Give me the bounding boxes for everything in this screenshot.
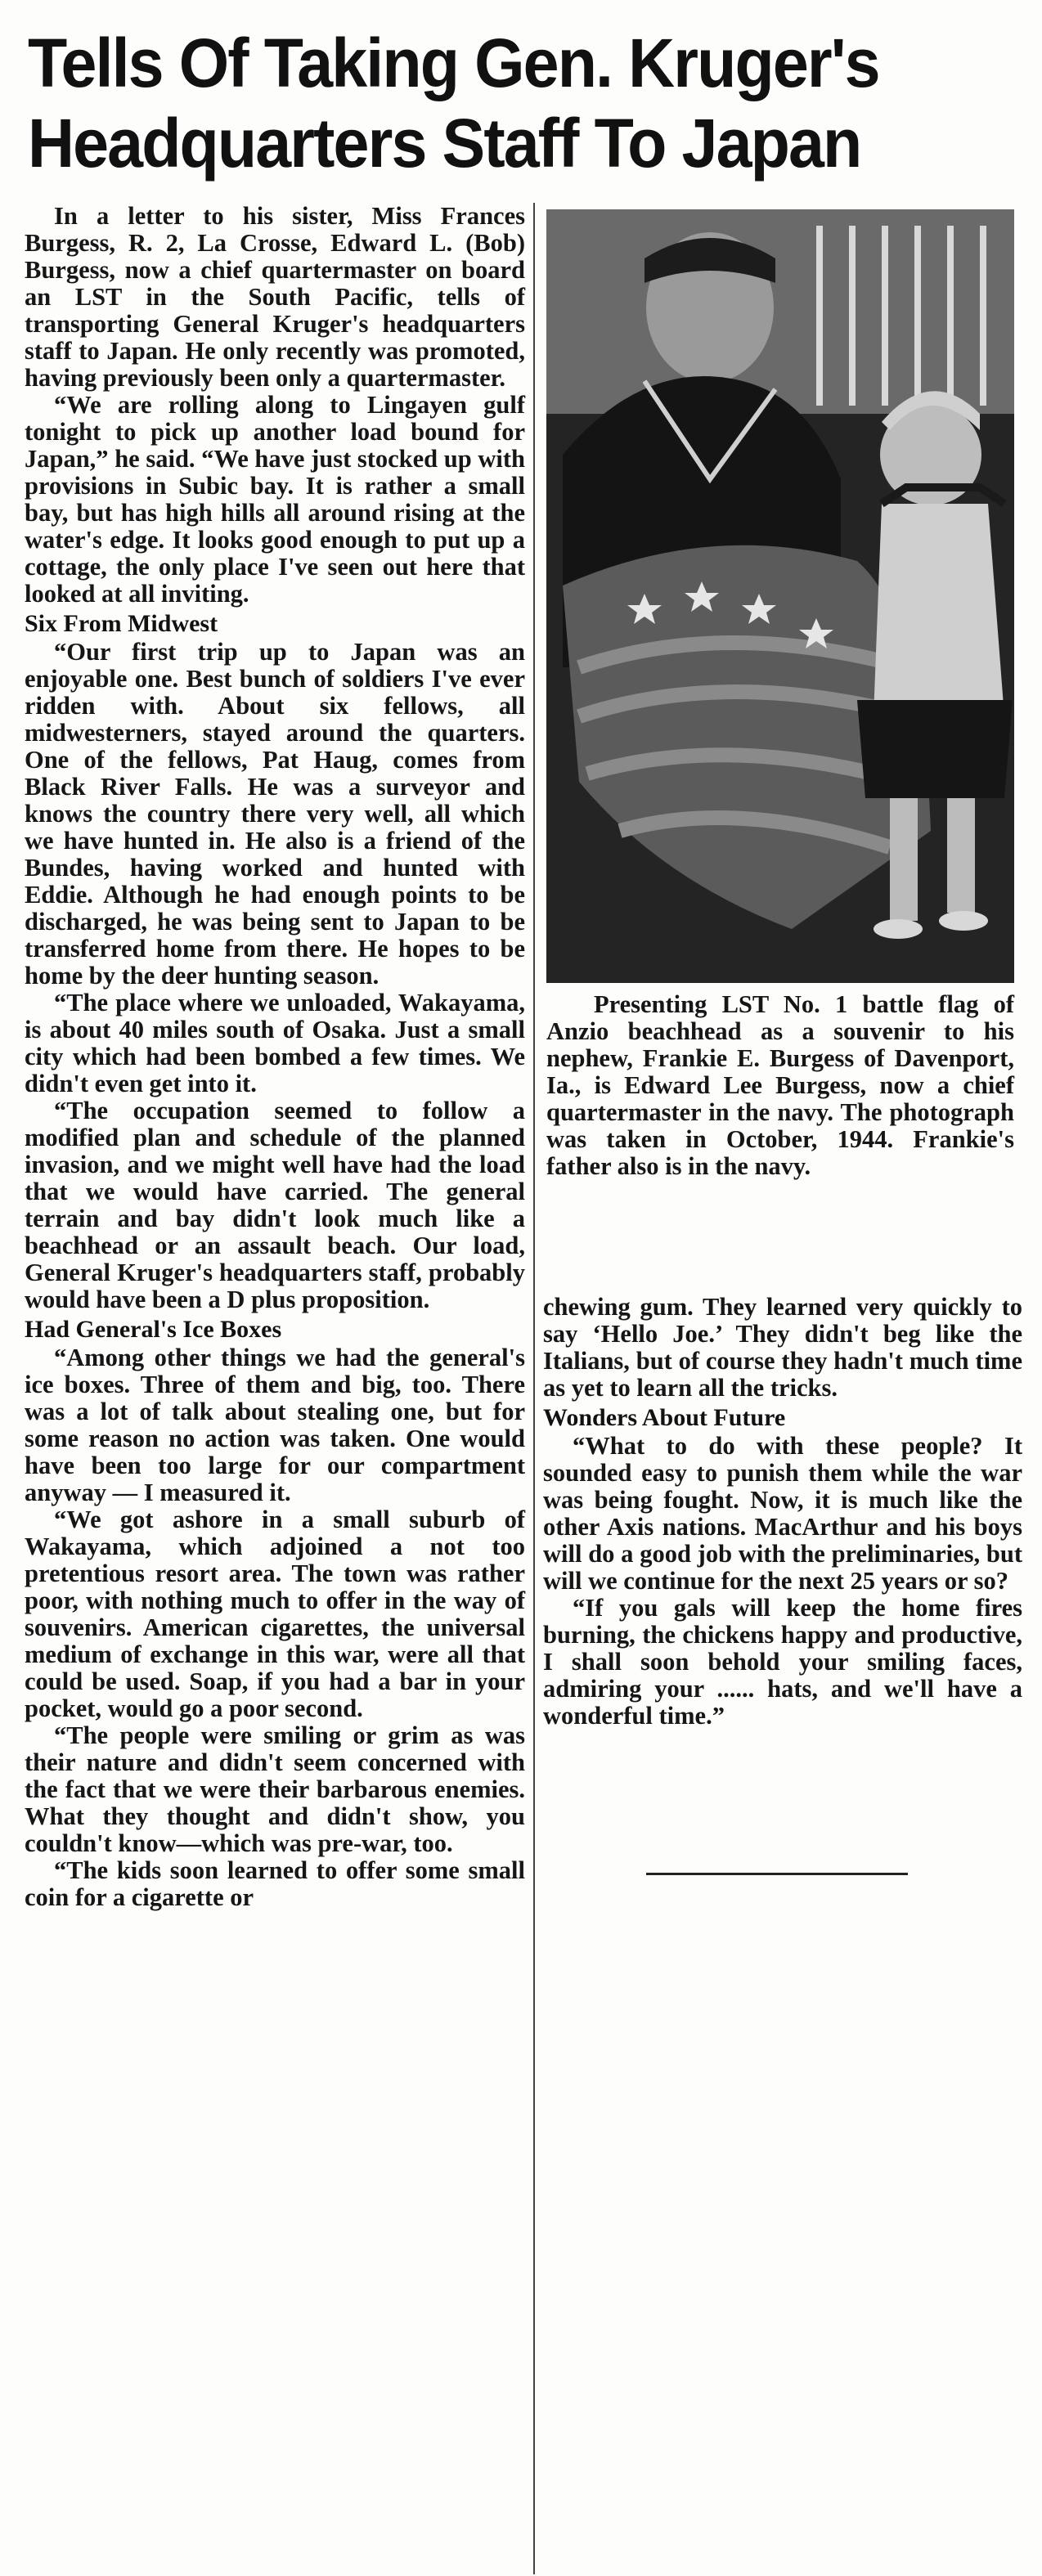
- article-paragraph: “Our first trip up to Japan was an enjoyable one. Best bunch of soldiers I've ever ridden with. About six fellows, all midwesterners, stayed around the quarters. One of the fellows, Pat Haug, comes from Black River Falls. He was a surveyor and knows the country there very well, all which we have hunted in. He also is a friend of the Bundes, having worked and hunted with Eddie. Although he had enough points to be discharged, he was being sent to Japan to be transferred home from there. He hopes to be home by the deer hunting season.: [25, 638, 525, 990]
- article-paragraph: “We got ashore in a small suburb of Wakayama, which adjoined a not too pretentious resort area. The town was rather poor, with nothing much to offer in the way of souvenirs. American cigarettes, the universal medium of exchange in this war, were all that could be used. Soap, if you had a bar in your pocket, would go a poor second.: [25, 1506, 525, 1722]
- headline-line-2: Headquarters Staff To Japan: [28, 105, 861, 182]
- article-paragraph: “The place where we unloaded, Wakayama, is about 40 miles south of Osaka. Just a small city which had been bombed a few times. We didn't even get into it.: [25, 989, 525, 1097]
- subheading-ice-boxes: Had General's Ice Boxes: [25, 1316, 282, 1343]
- news-photo: [546, 209, 1014, 983]
- article-paragraph: “The people were smiling or grim as was their nature and didn't seem concerned with the fact that we were their barbarous enemies. What they thought and didn't show, you couldn't know—which was pre-war, too.: [25, 1721, 525, 1857]
- article-paragraph: “We are rolling along to Lingayen gulf tonight to pick up another load bound for Japan,” he said. “We have just stocked up with provisions in Subic bay. It is rather a small bay, but has high hills all around rising at the water's edge. It looks good enough to put up a cottage, the only place I've seen out here that looked at all inviting.: [25, 391, 525, 608]
- headline-line-1: Tells Of Taking Gen. Kruger's: [28, 25, 879, 101]
- article-paragraph: “The kids soon learned to offer some small coin for a cigarette or: [25, 1856, 525, 1911]
- photo-caption: [546, 991, 1014, 1180]
- caption-text: LST No. 1 battle flag of Anzio beachhead as a souvenir to his nephew, Frankie E. Burgess of Davenport, Ia., is Edward Lee Burgess, now a chief quartermaster in the navy. The photograph was taken in October, 1944. Frankie's father also is in the navy.: [546, 990, 1014, 1180]
- article-paragraph: “If you gals will keep the home fires burning, the chickens happy and productive, I shall soon behold your smiling faces, admiring your ...... hats, and we'll have a wonderful time.”: [543, 1594, 1022, 1730]
- article-paragraph: “Among other things we had the general's ice boxes. Three of them and big, too. There was a lot of talk about stealing one, but for some reason no action was taken. One would have been too large for our compartment anyway — I measured it.: [25, 1344, 525, 1506]
- column-divider: [533, 203, 535, 2574]
- subheading-wonders-about-future: Wonders About Future: [543, 1404, 786, 1431]
- article-paragraph: In a letter to his sister, Miss Frances Burgess, R. 2, La Crosse, Edward L. (Bob) Burgess, now a chief quartermaster on board an LST in the South Pacific, tells of transporting General Kruger's headquarters staff to Japan. He only recently was promoted, having previously been only a quartermaster.: [25, 202, 525, 392]
- subheading-six-from-midwest: Six From Midwest: [25, 610, 218, 637]
- article-paragraph: “What to do with these people? It sounded easy to punish them while the war was being fought. Now, it is much like the other Axis nations. MacArthur and his boys will do a good job with the preliminaries, but will we continue for the next 25 years or so?: [543, 1432, 1022, 1595]
- article-column-left: [25, 203, 525, 1911]
- photo-illustration: [546, 209, 1014, 983]
- article-column-right: [543, 1294, 1022, 1730]
- article-paragraph: chewing gum. They learned very quickly to say ‘Hello Joe.’ They didn't beg like the Italians, but of course they hadn't much time as yet to learn all the tricks.: [543, 1293, 1022, 1402]
- article-paragraph: “The occupation seemed to follow a modified plan and schedule of the planned invasion, and we might well have had the load that we would have carried. The general terrain and bay didn't look much like a beachhead or an assault beach. Our load, General Kruger's headquarters staff, probably would have been a D plus proposition.: [25, 1097, 525, 1313]
- headline: [28, 23, 966, 183]
- caption-lead: Presenting: [594, 990, 707, 1018]
- end-rule: [646, 1873, 908, 1875]
